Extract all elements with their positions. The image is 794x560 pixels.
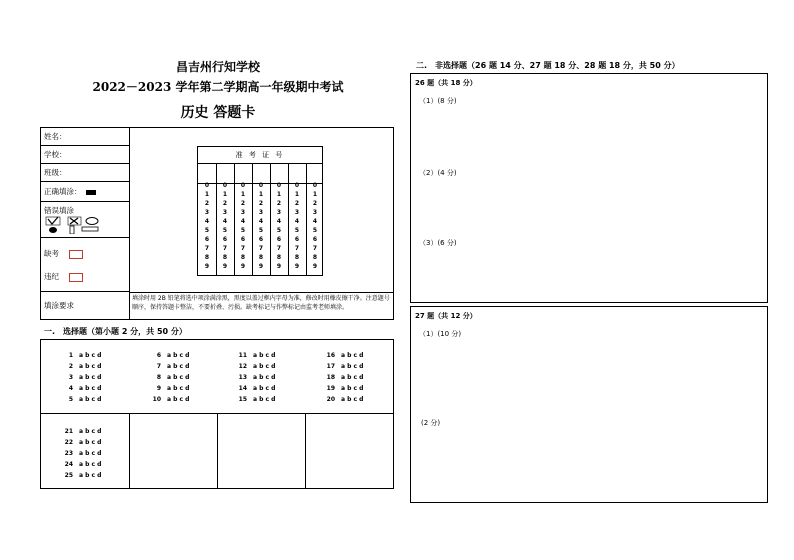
mcq-question[interactable] xyxy=(151,363,189,370)
exam-number-digit[interactable]: 0 xyxy=(240,182,246,189)
exam-number-digit[interactable]: 0 xyxy=(276,182,282,189)
exam-number-digit[interactable]: 9 xyxy=(258,263,264,270)
exam-number-digit[interactable]: 3 xyxy=(204,209,210,216)
school-label: 学校： xyxy=(44,150,67,159)
student-info-table xyxy=(40,127,394,320)
mcq-question-number: 9 xyxy=(156,385,161,392)
exam-number-digit[interactable]: 4 xyxy=(240,218,246,225)
mcq-options[interactable]: a b c d xyxy=(79,461,102,468)
exam-number-digit[interactable]: 1 xyxy=(204,191,210,198)
exam-number-digit[interactable]: 2 xyxy=(258,200,264,207)
mcq-question-number: 1 xyxy=(68,352,73,359)
exam-number-digit[interactable]: 7 xyxy=(294,245,300,252)
exam-number-digit[interactable]: 9 xyxy=(222,263,228,270)
exam-number-digit[interactable]: 4 xyxy=(222,218,228,225)
mcq-question-number: 6 xyxy=(156,352,161,359)
exam-number-digit[interactable]: 4 xyxy=(276,218,282,225)
mcq-options[interactable]: a b c d xyxy=(79,428,102,435)
requirements-divider xyxy=(129,292,393,293)
exam-number-digit[interactable]: 6 xyxy=(312,236,318,243)
requirements-row xyxy=(41,292,129,319)
exam-number-digit[interactable]: 1 xyxy=(240,191,246,198)
mcq-options[interactable]: a b c d xyxy=(79,472,102,479)
exam-number-digit[interactable]: 0 xyxy=(204,182,210,189)
mcq-question-number: 12 xyxy=(238,363,247,370)
exam-number-digit[interactable]: 8 xyxy=(276,254,282,261)
mcq-question[interactable] xyxy=(63,363,101,370)
exam-number-digit[interactable]: 1 xyxy=(258,191,264,198)
absent-box[interactable] xyxy=(69,250,83,259)
mcq-options[interactable]: a b c d xyxy=(79,374,102,381)
mcq-options[interactable]: a b c d xyxy=(79,450,102,457)
school-row[interactable] xyxy=(41,146,129,164)
exam-number-title: 准 考 证 号 xyxy=(198,147,322,164)
exam-number-digit[interactable]: 9 xyxy=(204,263,210,270)
exam-number-digit-column[interactable] xyxy=(216,181,234,271)
mcq-question-number: 24 xyxy=(64,461,73,468)
exam-number-digit[interactable]: 1 xyxy=(312,191,318,198)
exam-number-digit-column[interactable] xyxy=(270,181,288,271)
absent-label: 缺考 xyxy=(44,249,59,258)
mcq-question-number: 18 xyxy=(326,374,335,381)
name-label: 姓名： xyxy=(44,132,67,141)
mcq-question[interactable] xyxy=(63,472,101,479)
section1-title: 一. 选择题（第小题 2 分，共 50 分） xyxy=(44,327,187,336)
mcq-question[interactable] xyxy=(237,374,275,381)
exam-number-digit[interactable]: 9 xyxy=(276,263,282,270)
exam-number-digit[interactable]: 8 xyxy=(312,254,318,261)
exam-number-digit[interactable]: 6 xyxy=(294,236,300,243)
correct-fill-label: 正确填涂： xyxy=(44,187,82,196)
exam-number-digit[interactable]: 8 xyxy=(258,254,264,261)
mcq-question[interactable] xyxy=(63,439,101,446)
q26-part3: （3）(6 分) xyxy=(419,239,457,247)
mcq-question-number: 11 xyxy=(238,352,247,359)
exam-number-grid[interactable] xyxy=(197,146,323,276)
mcq-options[interactable]: a b c d xyxy=(341,396,364,403)
violation-label: 违纪 xyxy=(44,272,59,281)
mcq-question[interactable] xyxy=(325,352,363,359)
mcq-options[interactable]: a b c d xyxy=(167,385,190,392)
absent-violation-row xyxy=(41,238,129,292)
exam-number-digit[interactable]: 4 xyxy=(312,218,318,225)
mcq-question[interactable] xyxy=(63,374,101,381)
exam-number-digit[interactable]: 5 xyxy=(312,227,318,234)
mcq-question-number: 25 xyxy=(64,472,73,479)
mcq-options[interactable]: a b c d xyxy=(341,352,364,359)
mcq-options[interactable]: a b c d xyxy=(79,352,102,359)
column-divider xyxy=(129,128,130,319)
exam-number-digit[interactable]: 3 xyxy=(276,209,282,216)
exam-number-digit[interactable]: 6 xyxy=(222,236,228,243)
mcq-question[interactable] xyxy=(325,396,363,403)
exam-number-digit[interactable]: 2 xyxy=(204,200,210,207)
mcq-col-divider xyxy=(129,413,130,488)
exam-number-digit[interactable]: 1 xyxy=(222,191,228,198)
mcq-question-number: 16 xyxy=(326,352,335,359)
exam-number-digit[interactable]: 3 xyxy=(258,209,264,216)
violation-mark[interactable] xyxy=(44,271,129,282)
correct-fill-row xyxy=(41,182,129,202)
exam-number-digit[interactable]: 1 xyxy=(294,191,300,198)
mcq-question-number: 2 xyxy=(68,363,73,370)
exam-number-digit[interactable]: 3 xyxy=(312,209,318,216)
wrong-fill-examples-icon xyxy=(44,216,114,234)
mcq-options[interactable]: a b c d xyxy=(79,439,102,446)
exam-number-digit[interactable]: 5 xyxy=(240,227,246,234)
violation-box[interactable] xyxy=(69,273,83,282)
exam-number-digit[interactable]: 6 xyxy=(204,236,210,243)
requirements-text: 填涂时用 2B 铅笔将选中项涂满涂黑，黑度以盖过框内字母为准，修改时用橡皮擦干净。注意题号顺序，保持答题卡整洁，不要折叠、污损。缺考标记与作弊标记由监考老师填涂。 xyxy=(132,295,390,311)
mcq-question-number: 5 xyxy=(68,396,73,403)
q26-part1: （1）(8 分) xyxy=(419,97,457,105)
mcq-question-number: 8 xyxy=(156,374,161,381)
class-label: 班级： xyxy=(44,168,67,177)
exam-number-digit-column[interactable] xyxy=(198,181,216,271)
mcq-question-number: 22 xyxy=(64,439,73,446)
exam-number-digit[interactable]: 9 xyxy=(240,263,246,270)
mcq-question[interactable] xyxy=(151,352,189,359)
q26-title: 26 题（共 18 分） xyxy=(415,79,477,87)
mcq-options[interactable]: a b c d xyxy=(79,396,102,403)
exam-number-digit[interactable]: 2 xyxy=(276,200,282,207)
exam-number-digit[interactable]: 5 xyxy=(276,227,282,234)
exam-title: 2022－2023 学年第二学期高一年级期中考试 xyxy=(92,80,344,94)
filled-square-icon xyxy=(86,190,96,195)
wrong-fill-row xyxy=(41,202,129,238)
mcq-question-number: 23 xyxy=(64,450,73,457)
section2-title: 二. 非选择题（26 题 14 分、27 题 18 分、28 题 18 分，共 50 分） xyxy=(416,61,680,70)
mcq-options[interactable]: a b c d xyxy=(253,363,276,370)
wrong-fill-label: 错误填涂 xyxy=(44,206,74,215)
mcq-question-number: 17 xyxy=(326,363,335,370)
exam-number-digit-column[interactable] xyxy=(306,181,324,271)
exam-number-digit[interactable]: 5 xyxy=(222,227,228,234)
exam-number-digit[interactable]: 7 xyxy=(312,245,318,252)
mcq-question[interactable] xyxy=(237,363,275,370)
exam-number-digit[interactable]: 0 xyxy=(294,182,300,189)
exam-number-digit[interactable]: 9 xyxy=(294,263,300,270)
exam-number-digit[interactable]: 6 xyxy=(276,236,282,243)
exam-number-digit[interactable]: 8 xyxy=(294,254,300,261)
exam-number-digit[interactable]: 2 xyxy=(312,200,318,207)
exam-number-digit[interactable]: 7 xyxy=(222,245,228,252)
name-row[interactable] xyxy=(41,128,129,146)
mcq-question[interactable] xyxy=(63,428,101,435)
mcq-question[interactable] xyxy=(151,396,189,403)
exam-number-digit[interactable]: 8 xyxy=(222,254,228,261)
mcq-question[interactable] xyxy=(237,352,275,359)
q27-answer-box[interactable] xyxy=(410,306,768,503)
mcq-question-number: 14 xyxy=(238,385,247,392)
mcq-question[interactable] xyxy=(63,352,101,359)
absent-mark[interactable] xyxy=(44,248,129,259)
mcq-col-divider xyxy=(217,413,218,488)
mcq-question-number: 10 xyxy=(152,396,161,403)
mcq-question-number: 21 xyxy=(64,428,73,435)
requirements-label: 填涂要求 xyxy=(44,301,74,310)
exam-number-digit-column[interactable] xyxy=(288,181,306,271)
q26-answer-box[interactable] xyxy=(410,73,768,303)
exam-number-digit[interactable]: 9 xyxy=(312,263,318,270)
exam-number-digit[interactable]: 6 xyxy=(240,236,246,243)
exam-number-digit[interactable]: 7 xyxy=(204,245,210,252)
mcq-options[interactable]: a b c d xyxy=(167,363,190,370)
mcq-question[interactable] xyxy=(63,450,101,457)
exam-number-digit[interactable]: 3 xyxy=(294,209,300,216)
mcq-question[interactable] xyxy=(325,385,363,392)
mcq-options[interactable]: a b c d xyxy=(253,374,276,381)
exam-number-digit[interactable]: 8 xyxy=(240,254,246,261)
exam-number-digit[interactable]: 2 xyxy=(222,200,228,207)
mcq-question[interactable] xyxy=(151,385,189,392)
mcq-question[interactable] xyxy=(151,374,189,381)
mcq-question-number: 20 xyxy=(326,396,335,403)
multiple-choice-area[interactable] xyxy=(40,339,394,489)
exam-number-digit[interactable]: 8 xyxy=(204,254,210,261)
mcq-options[interactable]: a b c d xyxy=(167,374,190,381)
mcq-options[interactable]: a b c d xyxy=(341,374,364,381)
mcq-question[interactable] xyxy=(63,396,101,403)
exam-number-digit[interactable]: 2 xyxy=(240,200,246,207)
subject-title: 历史 答题卡 xyxy=(180,105,256,121)
mcq-question-number: 19 xyxy=(326,385,335,392)
q27-part2: (2 分) xyxy=(421,419,441,427)
mcq-options[interactable]: a b c d xyxy=(341,363,364,370)
exam-number-digit[interactable]: 4 xyxy=(204,218,210,225)
exam-number-digit[interactable]: 4 xyxy=(294,218,300,225)
exam-number-digit[interactable]: 4 xyxy=(258,218,264,225)
mcq-question[interactable] xyxy=(63,461,101,468)
q27-title: 27 题（共 12 分） xyxy=(415,312,477,320)
mcq-options[interactable]: a b c d xyxy=(253,385,276,392)
q26-part2: （2）(4 分) xyxy=(419,169,457,177)
mcq-question-number: 3 xyxy=(68,374,73,381)
exam-number-digit[interactable]: 5 xyxy=(204,227,210,234)
mcq-options[interactable]: a b c d xyxy=(79,385,102,392)
mcq-col-divider xyxy=(305,413,306,488)
q27-part1: （1）(10 分) xyxy=(419,330,462,338)
exam-number-digit[interactable]: 5 xyxy=(258,227,264,234)
class-row[interactable] xyxy=(41,164,129,182)
mcq-question-number: 13 xyxy=(238,374,247,381)
exam-number-digit[interactable]: 7 xyxy=(276,245,282,252)
exam-number-digit-column[interactable] xyxy=(234,181,252,271)
exam-number-digit[interactable]: 0 xyxy=(258,182,264,189)
exam-number-digit[interactable]: 6 xyxy=(258,236,264,243)
exam-number-digit[interactable]: 5 xyxy=(294,227,300,234)
exam-number-digit[interactable]: 2 xyxy=(294,200,300,207)
exam-number-digit[interactable]: 7 xyxy=(240,245,246,252)
mcq-question-number: 4 xyxy=(68,385,73,392)
mcq-question[interactable] xyxy=(325,363,363,370)
exam-number-digit[interactable]: 7 xyxy=(258,245,264,252)
school-title: 昌吉州行知学校 xyxy=(175,60,260,74)
exam-number-digit[interactable]: 3 xyxy=(222,209,228,216)
mcq-question[interactable] xyxy=(63,385,101,392)
exam-number-digit[interactable]: 1 xyxy=(276,191,282,198)
mcq-options[interactable]: a b c d xyxy=(167,352,190,359)
mcq-question[interactable] xyxy=(325,374,363,381)
mcq-options[interactable]: a b c d xyxy=(341,385,364,392)
mcq-question[interactable] xyxy=(237,396,275,403)
mcq-question[interactable] xyxy=(237,385,275,392)
exam-number-digit-column[interactable] xyxy=(252,181,270,271)
mcq-options[interactable]: a b c d xyxy=(167,396,190,403)
exam-number-digit[interactable]: 0 xyxy=(222,182,228,189)
mcq-question-number: 7 xyxy=(156,363,161,370)
mcq-options[interactable]: a b c d xyxy=(253,396,276,403)
mcq-question-number: 15 xyxy=(238,396,247,403)
exam-number-digit[interactable]: 0 xyxy=(312,182,318,189)
exam-number-digit[interactable]: 3 xyxy=(240,209,246,216)
mcq-options[interactable]: a b c d xyxy=(253,352,276,359)
mcq-options[interactable]: a b c d xyxy=(79,363,102,370)
